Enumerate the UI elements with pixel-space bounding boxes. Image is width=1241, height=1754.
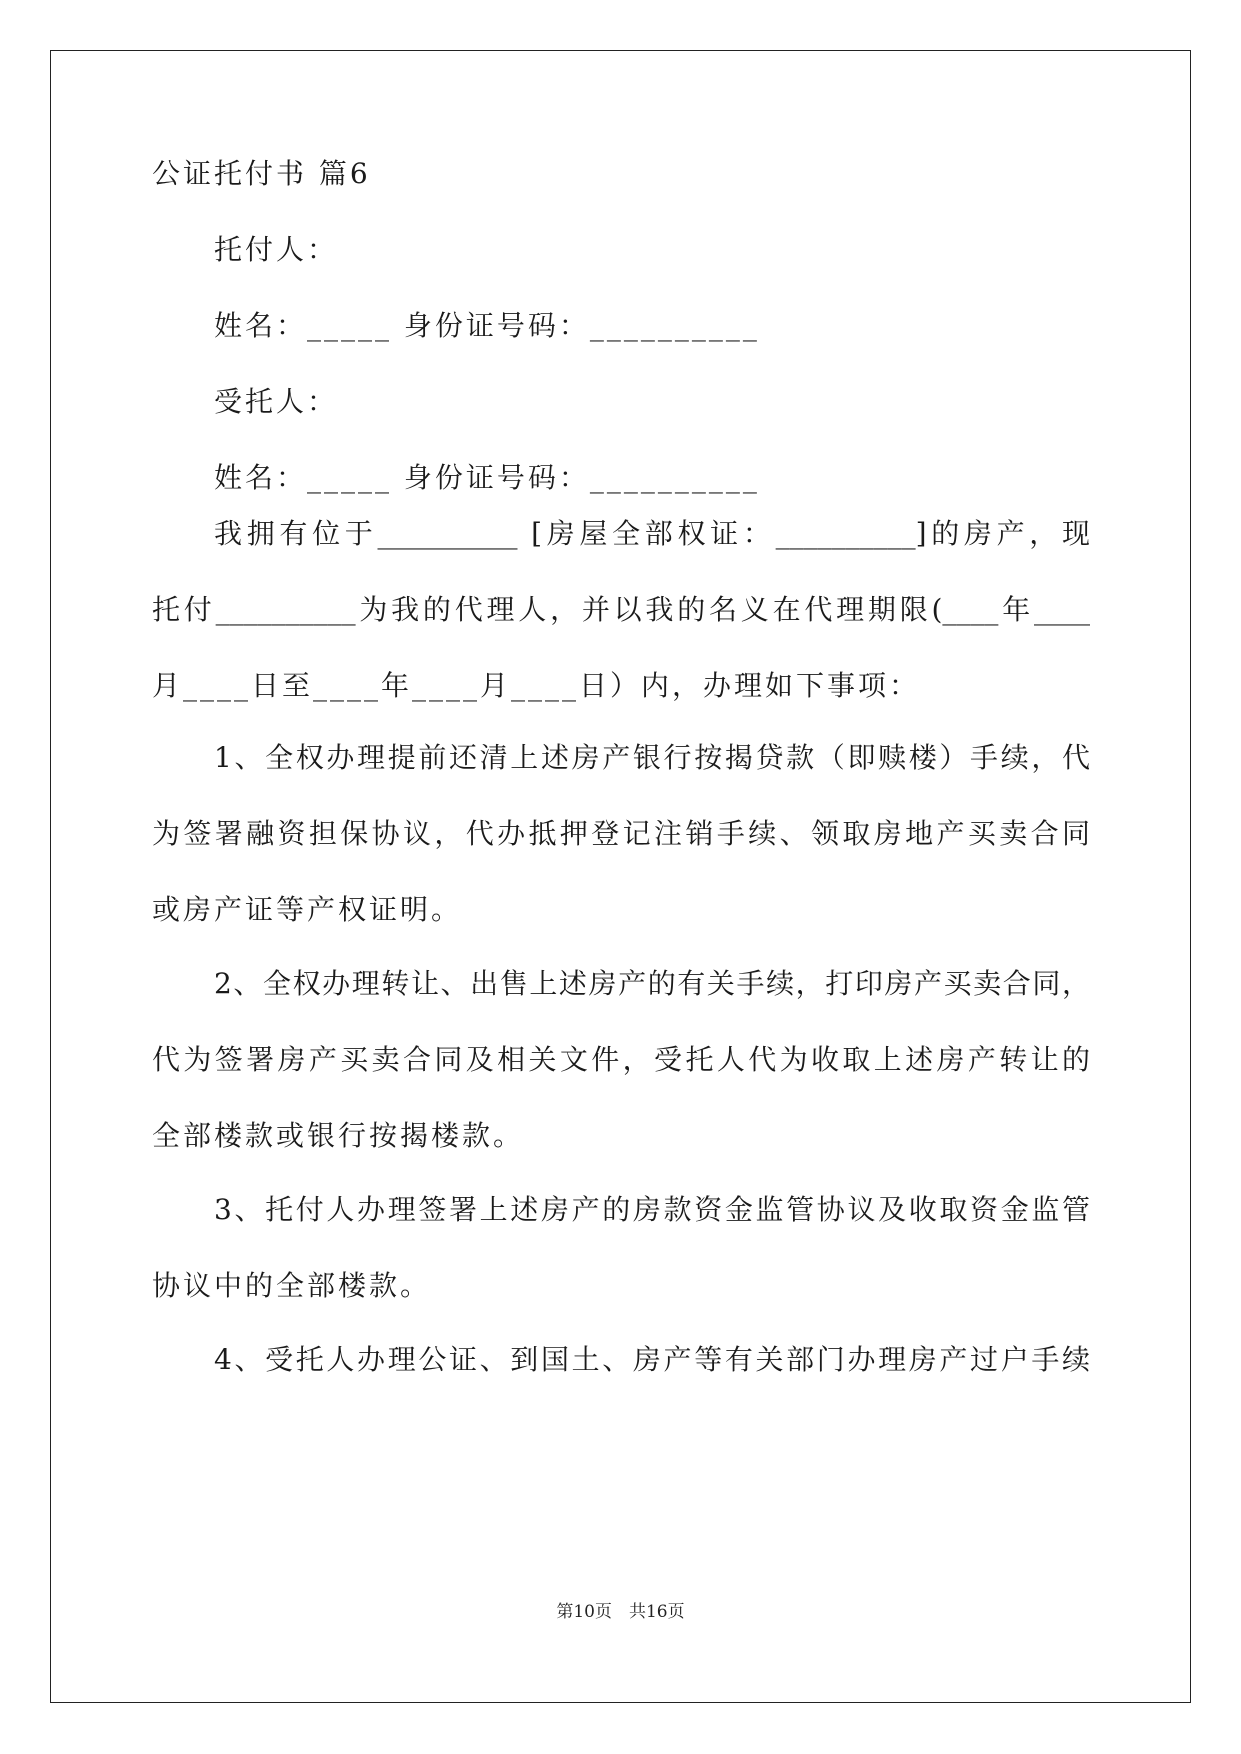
paragraph-line: 或房产证等产权证明。 [152,893,463,926]
paragraph-line: 托付__________为我的代理人，并以我的名义在代理期限(____年____ [152,593,1090,626]
paragraph-line: 4、受托人办理公证、到国土、房产等有关部门办理房产过户手续 [214,1343,1090,1376]
agent-heading: 受托人： [214,385,339,418]
page-number: 第10页 共16页 [556,1602,685,1622]
principal-heading: 托付人： [214,233,339,266]
paragraph-line: 2、全权办理转让、出售上述房产的有关手续，打印房产买卖合同， [214,967,1090,1000]
paragraph-line: 1、全权办理提前还清上述房产银行按揭贷款（即赎楼）手续，代 [214,741,1090,774]
agent-name-id-line: 姓名：_____ 身份证号码：__________ [214,461,760,494]
principal-name-id-line: 姓名：_____ 身份证号码：__________ [214,309,760,342]
paragraph-line: 3、托付人办理签署上述房产的房款资金监管协议及收取资金监管 [214,1193,1090,1226]
paragraph-line: 为签署融资担保协议，代办抵押登记注销手续、领取房地产买卖合同 [152,817,1090,850]
page-border [50,50,1191,1703]
paragraph-line: 月____日至____年____月____日）内，办理如下事项： [152,669,921,702]
paragraph-line: 我拥有位于__________ [房屋全部权证：__________]的房产，现 [214,517,1090,550]
document-title: 公证托付书 篇6 [152,157,371,190]
paragraph-line: 代为签署房产买卖合同及相关文件，受托人代为收取上述房产转让的 [152,1043,1090,1076]
paragraph-line: 全部楼款或银行按揭楼款。 [152,1119,525,1152]
paragraph-line: 协议中的全部楼款。 [152,1269,432,1302]
